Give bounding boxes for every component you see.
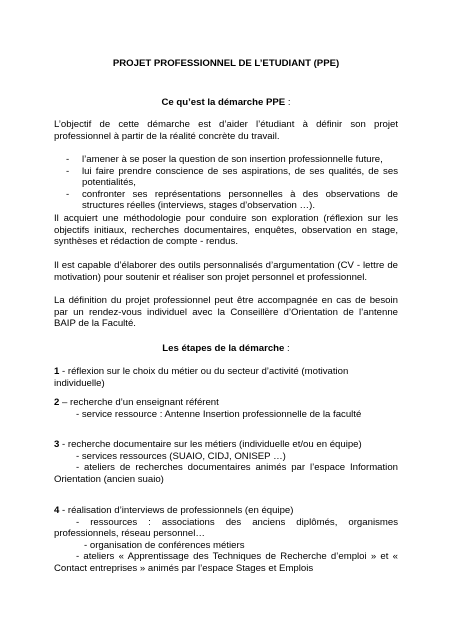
step-text: – recherche d’un enseignant référent — [59, 397, 219, 408]
objective-item: - confronter ses représentations personnelles à des observations de structures réelles (interviews, stages d’observation …). — [54, 189, 398, 212]
step-number: 4 — [54, 505, 60, 516]
step-1 — [54, 366, 398, 389]
step-2 — [54, 397, 398, 420]
step-resource: - service ressource : Antenne Insertion professionnelle de la faculté — [76, 408, 362, 420]
section-heading-steps-suffix: : — [284, 343, 290, 354]
step-4 — [54, 505, 398, 575]
tools-paragraph: Il est capable d’élaborer des outils personnalisés d’argumentation (CV - lettre de motivation) pour soutenir et réaliser son projet personnel et professionnel. — [54, 260, 398, 283]
section-heading-ppe-label: Ce qu’est la démarche PPE — [161, 97, 286, 108]
step-text: - réflexion sur le choix du métier ou du secteur d’activité (motivation individuelle) — [54, 366, 349, 389]
intro-paragraph: L’objectif de cette démarche est d’aider l’étudiant à définir son projet professionnel à partir de la réalité concrète du travail. — [54, 119, 398, 142]
section-heading-steps-label: Les étapes de la démarche — [162, 343, 285, 354]
objective-item: - l’amener à se poser la question de son insertion professionnelle future, — [54, 154, 398, 166]
step-text: - recherche documentaire sur les métiers (individuelle et/ou en équipe) — [59, 439, 362, 450]
step-resource: - ateliers de recherches documentaires animés par l’espace Information Orientation (ancien suaio) — [54, 462, 398, 485]
section-heading-steps — [54, 343, 398, 355]
support-paragraph: La définition du projet professionnel peut être accompagnée en cas de besoin par un rendez-vous individuel avec la Conseillère d’Orientation de l’antenne BAIP de la Faculté. — [54, 295, 398, 330]
methodology-paragraph: Il acquiert une méthodologie pour conduire son exploration (réflexion sur les objectifs initiaux, recherches documentaires, enquêtes, observation en stage, synthèses et rédaction de compte - rendus. — [54, 213, 398, 248]
objectives-list — [54, 154, 398, 212]
step-resource: - organisation de conférences métiers — [84, 539, 245, 551]
step-number: 2 — [54, 397, 60, 408]
section-heading-ppe-suffix: : — [285, 97, 291, 108]
step-number: 1 — [54, 366, 60, 377]
document-title: PROJET PROFESSIONNEL DE L’ETUDIANT (PPE) — [112, 58, 340, 69]
section-heading-ppe — [54, 97, 398, 109]
step-resource: - ateliers « Apprentissage des Techniques de Recherche d’emploi » et « Contact entreprises » animés par l’espace Stages et Emplois — [54, 551, 398, 574]
step-3 — [54, 439, 398, 485]
step-text: - réalisation d’interviews de professionnels (en équipe) — [59, 505, 294, 516]
step-number: 3 — [54, 439, 60, 450]
step-resource: - ressources : associations des anciens diplômés, organismes professionnels, réseau personnel… — [54, 516, 398, 540]
step-resource: - services ressources (SUAIO, CIDJ, ONISEP …) — [76, 450, 286, 462]
objective-item: - lui faire prendre conscience de ses aspirations, de ses qualités, de ses potentialités, — [54, 166, 398, 189]
